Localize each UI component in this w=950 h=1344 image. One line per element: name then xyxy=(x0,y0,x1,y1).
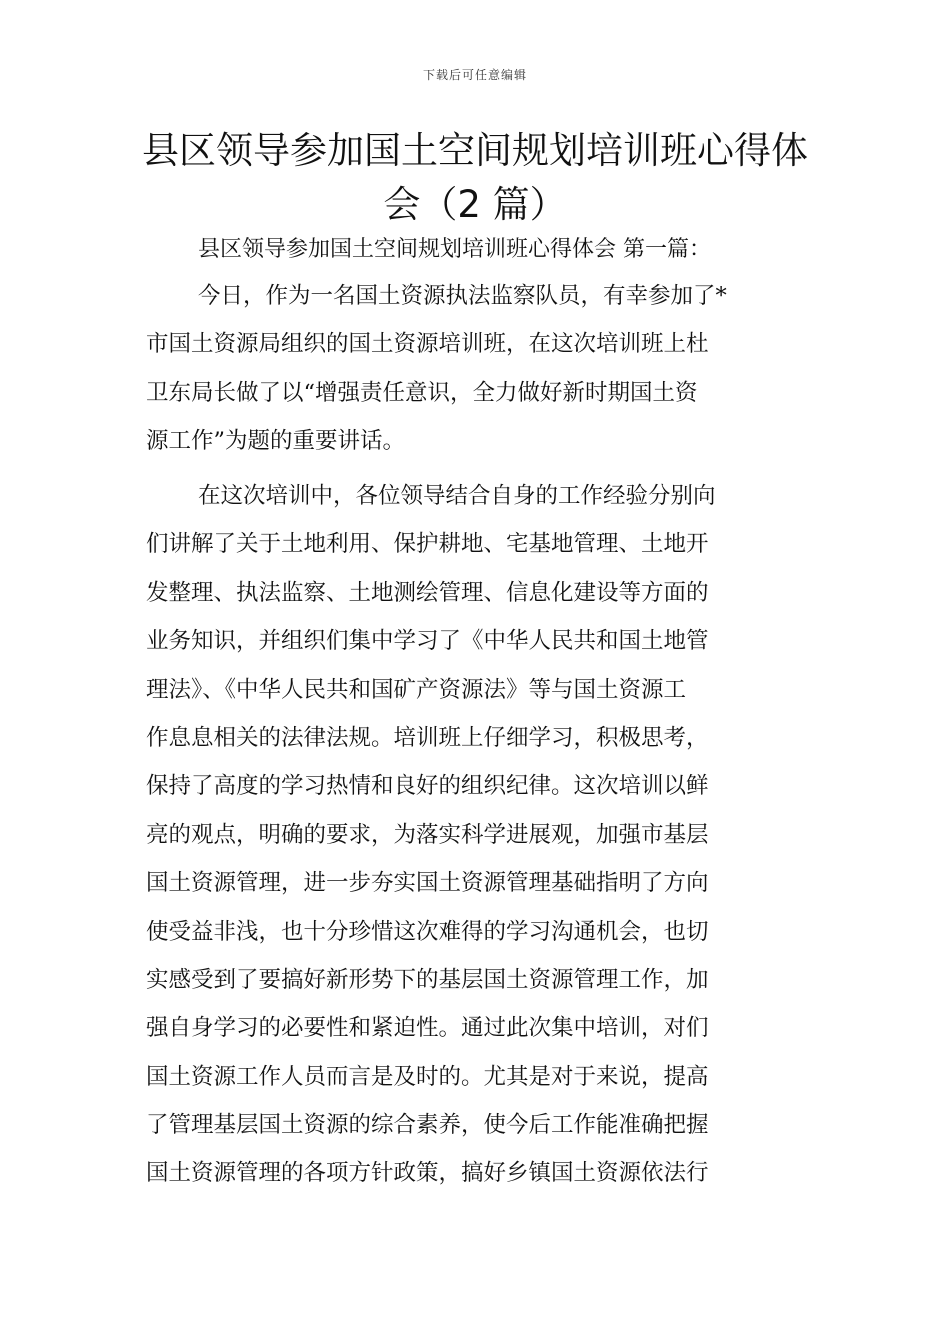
download-note: 下载后可任意编辑 xyxy=(422,68,527,82)
paragraph-line: 作息息相关的法律法规。培训班上仔细学习，积极思考， xyxy=(146,724,709,751)
paragraph-line: 强自身学习的必要性和紧迫性。通过此次集中培训，对们 xyxy=(146,1015,709,1042)
paragraph-line: 了管理基层国土资源的综合素养，使今后工作能准确把握 xyxy=(146,1112,709,1139)
paragraph-line: 国土资源管理的各项方针政策，搞好乡镇国土资源依法行 xyxy=(146,1160,709,1187)
paragraph-line: 发整理、执法监察、土地测绘管理、信息化建设等方面的 xyxy=(146,579,709,606)
paragraph-line: 国土资源管理，进一步夯实国土资源管理基础指明了方向 xyxy=(146,870,709,897)
paragraph-line: 实感受到了要搞好新形势下的基层国土资源管理工作，加 xyxy=(146,966,709,993)
paragraph-line: 亮的观点，明确的要求，为落实科学进展观，加强市基层 xyxy=(146,821,709,848)
paragraph-line: 市国土资源局组织的国土资源培训班，在这次培训班上杜 xyxy=(146,331,709,358)
title-line-1: 县区领导参加国土空间规划培训班心得体 xyxy=(142,129,808,172)
title-line-2: 会（2 篇） xyxy=(383,183,567,226)
section-heading: 县区领导参加国土空间规划培训班心得体会 第一篇： xyxy=(198,237,711,262)
paragraph-line: 业务知识，并组织们集中学习了《中华人民共和国土地管 xyxy=(146,628,709,655)
paragraph-line: 卫东局长做了以“增强责任意识，全力做好新时期国土资 xyxy=(146,379,698,406)
paragraph-line: 使受益非浅，也十分珍惜这次难得的学习沟通机会，也切 xyxy=(146,918,709,945)
paragraph-2 xyxy=(146,472,826,1198)
paragraph-line: 保持了高度的学习热情和良好的组织纪律。这次培训以鲜 xyxy=(146,773,709,800)
paragraph-line: 国土资源工作人员而言是及时的。尤其是对于来说，提高 xyxy=(146,1063,709,1090)
paragraph-line: 理法》、《中华人民共和国矿产资源法》等与国土资源工 xyxy=(146,676,687,703)
paragraph-line: 们讲解了关于土地利用、保护耕地、宅基地管理、土地开 xyxy=(146,531,709,558)
paragraph-line: 源工作”为题的重要讲话。 xyxy=(146,428,406,455)
paragraph-line: 在这次培训中，各位领导结合自身的工作经验分别向 xyxy=(198,483,716,509)
paragraph-1 xyxy=(146,272,826,466)
paragraph-line: 今日，作为一名国土资源执法监察队员，有幸参加了* xyxy=(198,283,727,309)
document-title xyxy=(140,124,810,232)
